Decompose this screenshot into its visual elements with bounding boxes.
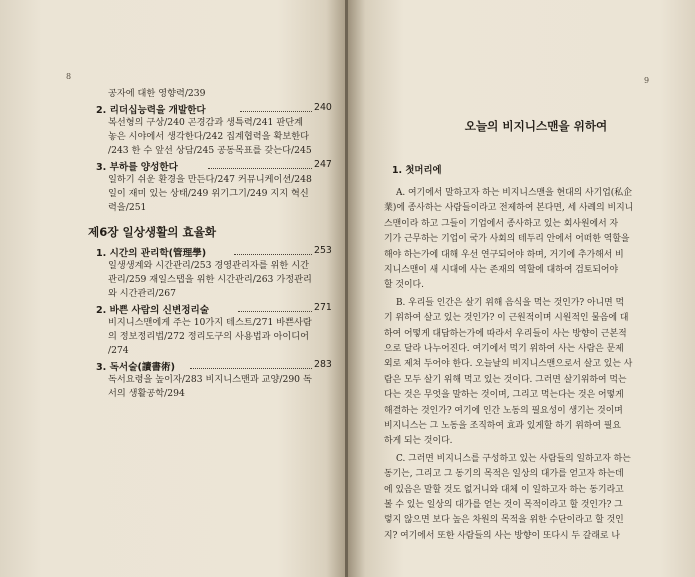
toc-line: 의 정보정리법/272 정리도구의 사용법과 아이디어	[108, 331, 309, 342]
body-line: 기가 근무하는 기업이 국가 사회의 테두리 안에서 어떠한 역할을	[384, 234, 630, 245]
body-line: 에 있음은 말할 것도 없거니와 대체 이 일하고자 하는 동기라고	[384, 484, 624, 495]
toc-leader-dots	[238, 311, 312, 312]
toc-line: 복선형의 구상/240 곤경감과 생특력/241 판단계	[108, 117, 303, 128]
body-line: 동기는, 그리고 그 동기의 목적은 일상의 대가를 얻고자 하는데	[384, 469, 624, 480]
toc-line: 공자에 대한 영향력/239	[108, 88, 206, 99]
body-line: 해야 하는가에 대해 우선 연구되어야 하며, 거기에 추가해서 비	[384, 249, 624, 260]
toc-line: 놓은 시야에서 생각한다/242 집계협력을 확보한다	[108, 131, 309, 142]
body-line: 비지니스는 그 노동을 조직하여 효과 있게할 하기 위하여 필요	[384, 421, 621, 431]
toc-page-ref: 240	[314, 102, 332, 113]
body-line: 業)에 종사하는 사람들이라고 전제하여 본다면, 세 사례의 비지니	[384, 203, 634, 214]
toc-page-ref: 253	[314, 245, 332, 256]
body-line: 람은 모두 살기 위해 먹고 있는 것이다. 그러면 살기위하여 먹는	[384, 374, 627, 385]
body-line: 해결하는 것인가? 여기에 인간 노동의 필요성이 생기는 것이며	[384, 405, 623, 416]
body-line: B. 우리들 인간은 살기 위해 음식을 먹는 것인가? 아니면 먹	[396, 297, 625, 308]
body-line: 할 것이다.	[384, 280, 424, 291]
body-line: A. 여기에서 말하고자 하는 비지니스맨을 현대의 사기업(私企	[396, 188, 632, 198]
toc-leader-dots	[234, 254, 312, 255]
left-page-number: 8	[66, 72, 72, 81]
toc-line: 일하기 쉬운 환경을 만든다/247 커뮤니케이션/248	[108, 174, 312, 185]
toc-page-ref: 247	[314, 159, 332, 170]
body-line: 기 위하여 살고 있는 것인가? 이 근원적이며 시원적인 물음에 대	[384, 313, 629, 324]
toc-line: 서의 생활공학/294	[108, 388, 185, 399]
toc-leader-dots	[240, 111, 312, 112]
section-title: 오늘의 비지니스맨을 위하여	[464, 119, 608, 133]
toc-page-ref: 283	[314, 359, 332, 370]
chapter-title: 제6장 일상생활의 효율화	[88, 225, 217, 239]
body-line: 지? 여기에서 또한 사람들의 사는 방향이 또다시 두 갈래로 나	[384, 530, 620, 541]
body-line: 하여 어떻게 대답하는가에 따라서 우리들이 사는 방향이 근본적	[384, 328, 627, 339]
body-line: 다는 것은 무엇을 말하는 것이며, 그리고 먹는다는 것은 어떻게	[384, 390, 624, 401]
toc-line: 일이 재미 있는 상태/249 위기그기/249 지지 혁신	[108, 188, 309, 199]
body-line: 외로 제쳐 두어야 한다. 오늘날의 비지니스맨으로서 살고 있는 사	[384, 359, 633, 370]
toc-line: 관리/259 재일스탭을 위한 시간관리/263 가정관리	[108, 274, 312, 285]
toc-page-ref: 271	[314, 302, 332, 313]
toc-heading-time-management: 1. 시간의 관리학(管理學)	[96, 248, 207, 259]
toc-leader-dots	[208, 168, 312, 169]
right-page	[348, 0, 695, 577]
toc-heading-reading: 3. 독서술(讀書術)	[96, 362, 176, 373]
body-line: 으로 달라 나누어진다. 여기에서 먹기 위하여 사는 사람은 문제	[384, 344, 624, 354]
body-line: 스맨이라 하고 그들이 기업에서 종사하고 있는 회사원에서 자	[384, 218, 619, 229]
toc-line: 독서요령을 높이자/283 비지니스맨과 교양/290 독	[108, 374, 312, 385]
toc-line: 일생생계와 시간관리/253 경영관리자를 위한 시간	[108, 260, 309, 271]
body-line: 볼 수 있는 일상의 대가를 얻는 것이 목적이라고 할 것인가? 그	[384, 500, 623, 510]
right-page-number: 9	[644, 76, 650, 85]
toc-leader-dots	[190, 368, 312, 369]
toc-line: 비지니스맨에게 주는 10가지 테스트/271 바쁜사람	[108, 317, 312, 328]
toc-line: 와 시간관리/267	[108, 288, 176, 299]
body-line: 렇지 않으면 보다 높은 차원의 목적을 위한 수단이라고 할 것인	[384, 515, 624, 526]
toc-line: 력을/251	[108, 202, 147, 213]
left-page	[0, 0, 347, 577]
toc-heading-subordinates: 3. 부하를 양성한다	[96, 162, 178, 173]
body-line: 하게 되는 것이다.	[384, 436, 453, 447]
toc-heading-personal-organization: 2. 바쁜 사람의 신변정리술	[96, 305, 210, 316]
section-subtitle: 1. 첫머리에	[392, 165, 442, 176]
body-line: 지니스맨이 새 시대에 사는 존재의 역할에 대하여 검토되어야	[384, 265, 619, 275]
toc-line: /274	[108, 345, 129, 356]
toc-heading-leadership: 2. 리더십능력을 개발한다	[96, 105, 206, 116]
body-line: C. 그러면 비지니스를 구성하고 있는 사람들의 일하고자 하는	[396, 453, 631, 464]
toc-line: /243 한 수 앞선 상담/245 공동목표를 갖는다/245	[108, 145, 312, 156]
